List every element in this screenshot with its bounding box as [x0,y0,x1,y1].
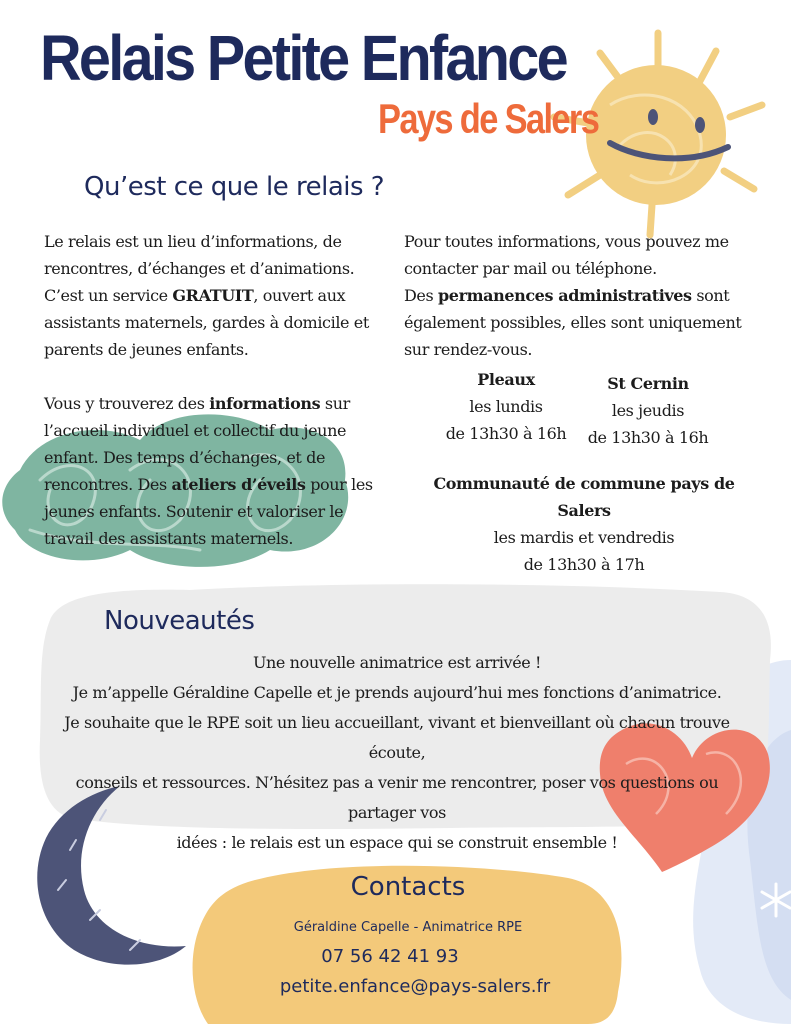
page-subtitle: Pays de Salers [378,95,599,142]
schedule-pleaux-day: les lundis [469,397,543,416]
intro-p1-text-a: Le relais est un lieu d’informations, de rencontres, d’échanges et d’animations. C’est un service [44,232,355,305]
contact-text-b: Des [404,286,438,305]
schedule-stcernin [586,370,710,451]
schedule-stcernin-day: les jeudis [611,401,685,420]
contact-bold-permanences: permanences administratives [438,286,692,305]
schedule-pleaux [436,366,576,447]
schedule-stcernin-name: St Cernin [607,374,689,393]
news-line: Je souhaite que le RPE soit un lieu accueillant, vivant et bienveillant où chacun trouve écoute, [64,713,730,762]
section-heading-news: Nouveautés [104,606,255,636]
section-heading-relais: Qu’est ce que le relais ? [84,172,385,202]
snowflake-icon [760,880,791,920]
schedule-pleaux-name: Pleaux [477,370,535,389]
news-line: Je m’appelle Géraldine Capelle et je prends aujourd’hui mes fonctions d’animatrice. [72,683,722,702]
schedule-ccps-name: Communauté de commune pays de Salers [433,474,735,520]
intro-p2-bold-ateliers: ateliers d’éveils [171,475,306,494]
intro-paragraph-1 [44,228,384,363]
intro-p1-text-c: , ouvert aux assistants maternels, gardes à domicile et parents de jeunes enfants. [44,286,369,359]
intro-paragraph-2 [44,390,384,552]
schedule-ccps-hours: de 13h30 à 17h [523,555,645,574]
contact-name: Géraldine Capelle - Animatrice RPE [293,920,523,935]
intro-p2-text-a: Vous y trouverez des [44,394,210,413]
schedule-pleaux-hours: de 13h30 à 16h [445,424,567,443]
intro-p2-bold-informations: informations [209,394,321,413]
section-heading-contacts: Contacts [350,872,466,902]
schedule-ccps [414,470,754,578]
schedule-ccps-day: les mardis et vendredis [493,528,675,547]
news-line: idées : le relais est un espace qui se construit ensemble ! [176,833,618,852]
intro-p2-text-c: sur l’accueil individuel et collectif du jeune enfant. Des temps d’échanges, et de rencontres. Des [44,394,350,494]
contact-phone[interactable]: 07 56 42 41 93 [321,946,459,967]
contact-text-a: Pour toutes informations, vous pouvez me contacter par mail ou téléphone. [404,232,729,278]
contact-paragraph [404,228,764,363]
contact-text-d: sont également possibles, elles sont uniquement sur rendez-vous. [404,286,742,359]
news-line: Une nouvelle animatrice est arrivée ! [252,653,542,672]
news-text [40,648,754,858]
intro-p1-bold-gratuit: GRATUIT [172,286,254,305]
intro-p2-text-e: pour les jeunes enfants. Soutenir et valoriser le travail des assistants maternels. [44,475,373,548]
page-title: Relais Petite Enfance [40,22,566,94]
contact-email[interactable]: petite.enfance@pays-salers.fr [279,976,551,997]
news-line: conseils et ressources. N’hésitez pas a venir me rencontrer, poser vos questions ou partager vos [75,773,719,822]
schedule-stcernin-hours: de 13h30 à 16h [587,428,709,447]
